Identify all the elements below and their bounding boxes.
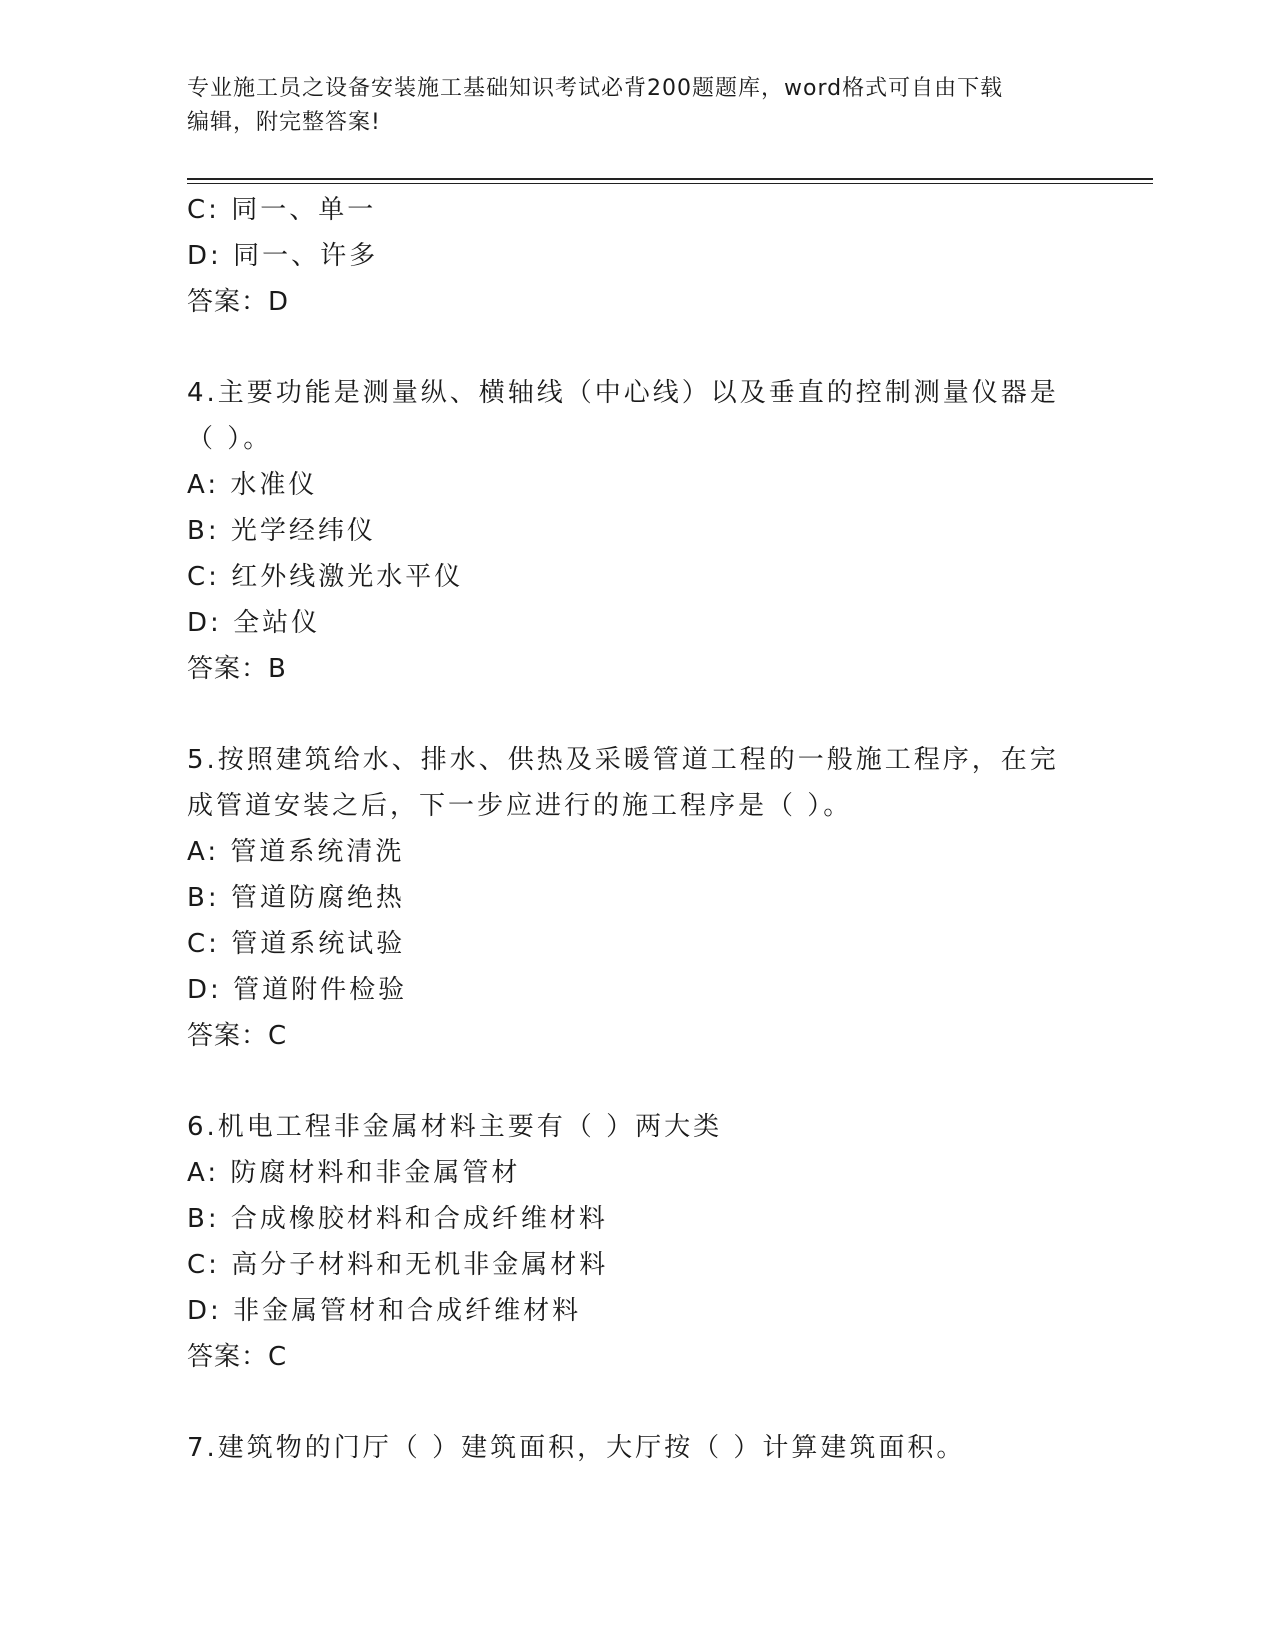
option-letter: B	[187, 1204, 208, 1234]
option-d: D: 全站仪	[187, 608, 321, 638]
option-c: C: 同一、单一	[187, 195, 377, 225]
option-letter: D	[187, 975, 211, 1005]
option-text: 光学经纬仪	[230, 516, 376, 546]
option-letter: D	[187, 1296, 211, 1326]
option-a: A: 水准仪	[187, 470, 318, 500]
option-text: 同一、单一	[231, 195, 377, 225]
option-text: 非金属管材和合成纤维材料	[233, 1296, 582, 1326]
option-text: 全站仪	[233, 608, 321, 638]
option-text: 同一、许多	[233, 241, 379, 271]
header-title-line-1: 专业施工员之设备安装施工基础知识考试必背200题题库，word格式可自由下载	[187, 76, 1004, 101]
question-7	[187, 1425, 1087, 1471]
option-text: 水准仪	[230, 470, 318, 500]
option-text: 管道系统试验	[231, 929, 406, 959]
option-letter: C	[187, 562, 209, 592]
question-4	[187, 370, 1087, 692]
option-text: 防腐材料和非金属管材	[230, 1158, 521, 1188]
question-6	[187, 1104, 1087, 1380]
option-letter: B	[187, 883, 208, 913]
header-rule-thin	[187, 183, 1153, 184]
option-c: C: 高分子材料和无机非金属材料	[187, 1250, 609, 1280]
option-letter: B	[187, 516, 208, 546]
option-letter: A	[187, 1158, 208, 1188]
option-letter: A	[187, 837, 208, 867]
question-stem: 7.建筑物的门厅（ ）建筑面积，大厅按（ ）计算建筑面积。	[187, 1433, 966, 1463]
option-a: A: 防腐材料和非金属管材	[187, 1158, 521, 1188]
question-stem: （ ）。	[187, 424, 273, 454]
answer-line: 答案：B	[187, 654, 287, 684]
option-b: B: 管道防腐绝热	[187, 883, 405, 913]
option-text: 合成橡胶材料和合成纤维材料	[230, 1204, 608, 1234]
option-a: A: 管道系统清洗	[187, 837, 405, 867]
option-text: 管道附件检验	[233, 975, 408, 1005]
question-stem: 成管道安装之后，下一步应进行的施工程序是（ ）。	[187, 791, 853, 821]
header-rule-thick	[187, 178, 1153, 180]
option-d: D: 非金属管材和合成纤维材料	[187, 1296, 582, 1326]
option-text: 红外线激光水平仪	[231, 562, 464, 592]
document-header	[187, 72, 1087, 140]
question-fragment	[187, 187, 1087, 325]
question-5	[187, 737, 1087, 1059]
header-title-line-2: 编辑，附完整答案!	[187, 110, 381, 135]
answer-line: 答案：D	[187, 287, 290, 317]
option-letter: A	[187, 470, 208, 500]
option-c: C: 管道系统试验	[187, 929, 406, 959]
option-d: D: 同一、许多	[187, 241, 379, 271]
option-text: 管道系统清洗	[230, 837, 405, 867]
option-text: 管道防腐绝热	[230, 883, 405, 913]
option-letter: D	[187, 241, 211, 271]
question-stem: 5.按照建筑给水、排水、供热及采暖管道工程的一般施工程序，在完	[187, 745, 1059, 775]
option-letter: C	[187, 929, 209, 959]
option-d: D: 管道附件检验	[187, 975, 408, 1005]
question-stem: 4.主要功能是测量纵、横轴线（中心线）以及垂直的控制测量仪器是	[187, 378, 1059, 408]
option-letter: D	[187, 608, 211, 638]
option-letter: C	[187, 1250, 209, 1280]
question-stem: 6.机电工程非金属材料主要有（ ）两大类	[187, 1112, 723, 1142]
answer-line: 答案：C	[187, 1021, 288, 1051]
option-b: B: 合成橡胶材料和合成纤维材料	[187, 1204, 608, 1234]
option-b: B: 光学经纬仪	[187, 516, 376, 546]
option-c: C: 红外线激光水平仪	[187, 562, 464, 592]
answer-line: 答案：C	[187, 1342, 288, 1372]
option-letter: C	[187, 195, 209, 225]
option-text: 高分子材料和无机非金属材料	[231, 1250, 609, 1280]
question-content	[187, 187, 1087, 1471]
